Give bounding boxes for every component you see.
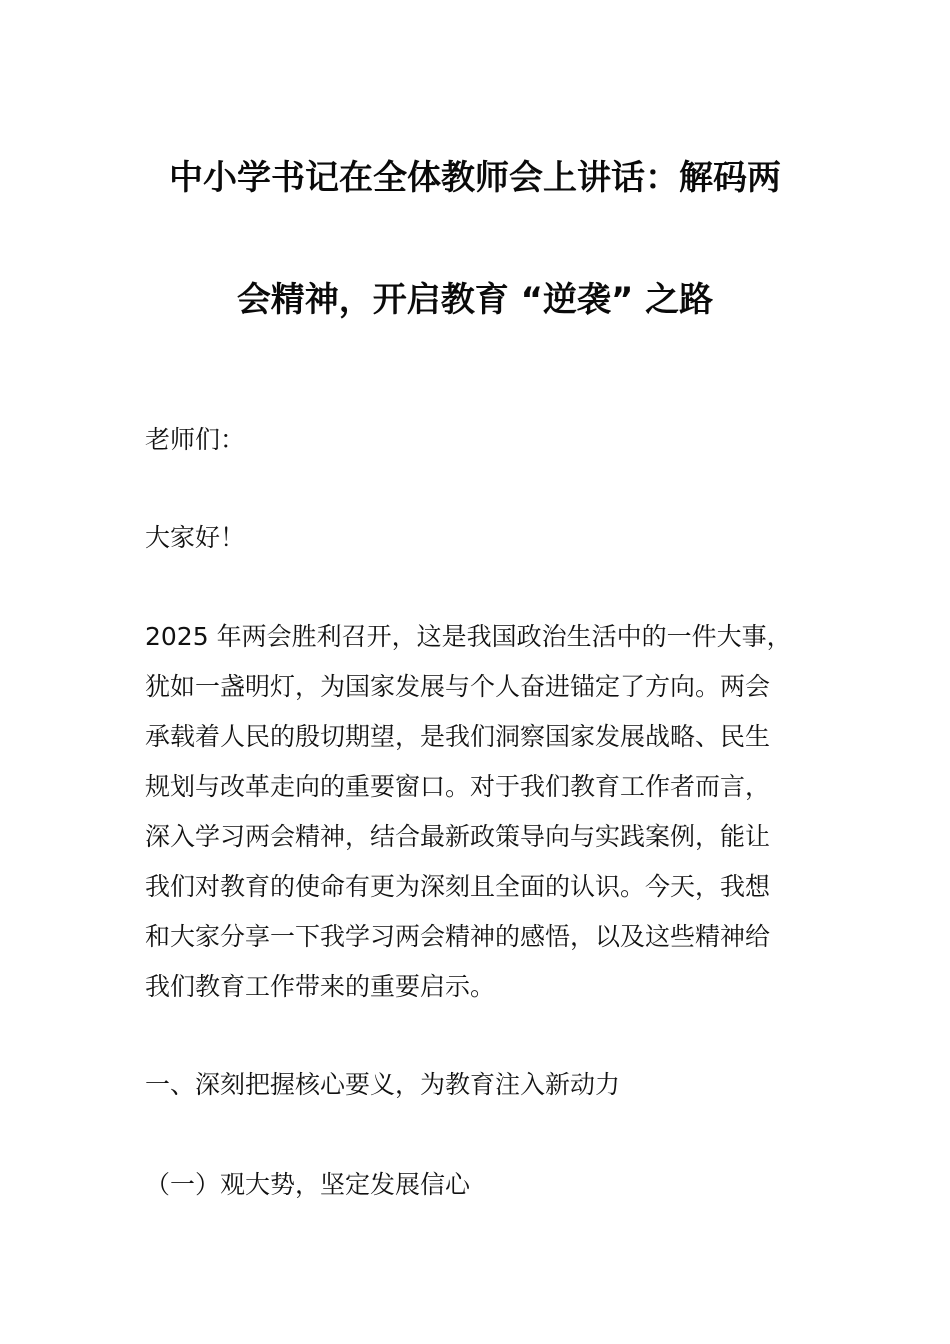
document-title-line-2: 会精神，开启教育 “逆袭” 之路 <box>236 280 714 320</box>
intro-line-5: 深入学习两会精神，结合最新政策导向与实践案例，能让 <box>145 822 771 851</box>
intro-line-4: 规划与改革走向的重要窗口。对于我们教育工作者而言， <box>145 772 771 801</box>
subsection-heading: （一）观大势，坚定发展信心 <box>145 1170 471 1199</box>
intro-line-3: 承载着人民的殷切期望，是我们洞察国家发展战略、民生 <box>145 722 771 751</box>
intro-line-8: 我们教育工作带来的重要启示。 <box>145 972 496 1001</box>
document-title-line-1: 中小学书记在全体教师会上讲话：解码两 <box>169 158 781 198</box>
greeting: 大家好！ <box>145 523 246 552</box>
intro-paragraph <box>145 612 815 1012</box>
intro-line-6: 我们对教育的使命有更为深刻且全面的认识。今天，我想 <box>145 872 771 901</box>
intro-line-7: 和大家分享一下我学习两会精神的感悟，以及这些精神给 <box>145 922 771 951</box>
salutation: 老师们： <box>145 425 246 454</box>
intro-line-1: 2025 年两会胜利召开，这是我国政治生活中的一件大事， <box>145 622 792 651</box>
intro-line-2: 犹如一盏明灯，为国家发展与个人奋进锚定了方向。两会 <box>145 672 771 701</box>
section-heading: 一、深刻把握核心要义，为教育注入新动力 <box>145 1070 621 1099</box>
